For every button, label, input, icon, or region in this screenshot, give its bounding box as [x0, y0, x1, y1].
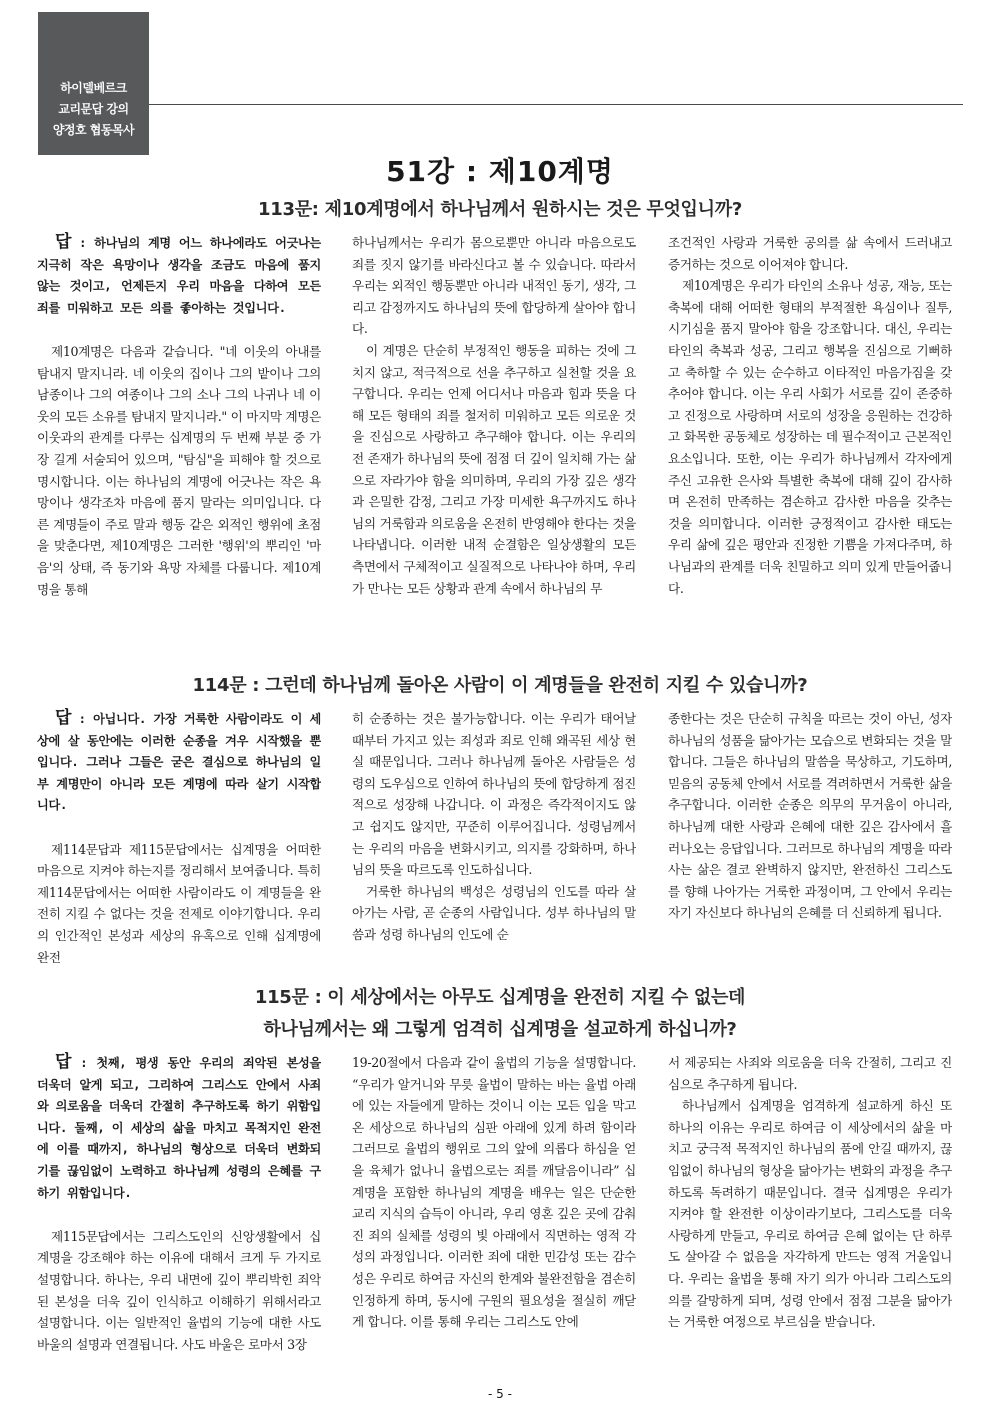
page-number: - 5 - — [488, 1387, 512, 1401]
question-115-title — [0, 982, 1000, 1046]
paragraph-gap — [37, 319, 321, 341]
question-114-title — [0, 670, 1000, 702]
section-113-body-3a: 조건적인 사랑과 거룩한 공의를 삶 속에서 드러내고 증거하는 것으로 이어져야 합니다. — [668, 235, 952, 272]
section-114-body-2b: 거룩한 하나님의 백성은 성령님의 인도를 따라 살아가는 사람, 곧 순종의 사람입니다. 성부 하나님의 말씀과 성령 하나님의 인도에 순 — [352, 883, 636, 942]
section-113-body-2b: 이 계명은 단순히 부정적인 행동을 피하는 것에 그치지 않고, 적극적으로 선을 추구하고 실천할 것을 요구합니다. 우리는 언제 어디서나 마음과 힘과 뜻을 다해 모든 형태의 죄를 철저히 미워하고 모든 의로운 것을 진심으로 사랑하고 추구해야 합니다. 이는 우리의 전 존재가 하나님의 뜻에 점점 더 깊이 일치해 가는 삶으로 자라가야 함을 의미하며, 우리의 가장 깊은 생각과 은밀한 감정, 그리고 가장 미세한 욕구까지도 하나님의 거룩함과 의로움을 온전히 반영해야 한다는 것을 나타냅니다. 이러한 내적 순결함은 일상생활의 모든 측면에서 구체적이고 실질적으로 나타나야 하며, 우리가 만나는 모든 상황과 관계 속에서 하나님의 무 — [352, 342, 636, 596]
section-113-column-3 — [668, 232, 952, 642]
section-115-column-1 — [37, 1052, 321, 1382]
section-115-column-2 — [352, 1052, 636, 1382]
answer-113 — [37, 232, 321, 319]
header-line-1: 하이델베르크 — [60, 81, 127, 95]
answer-114-lead: 답 — [55, 708, 72, 728]
section-114-column-1 — [37, 708, 321, 968]
paragraph-gap — [37, 817, 321, 839]
question-113-title — [0, 194, 1000, 226]
answer-113-text: : 하나님의 계명 어느 하나에라도 어긋나는 지극히 작은 욕망이나 생각을 조금도 마음에 품지 않는 것이고, 언제든지 우리 마음을 다하여 모든 죄를 미워하고 모든 의를 좋아하는 것입니다. — [37, 236, 321, 315]
section-114-body-1: 제114문답과 제115문답에서는 십계명을 어떠한 마음으로 지켜야 하는지를 정리해서 보여줍니다. 특히 제114문답에서는 어떠한 사람이라도 이 계명들을 완전히 지킬 수 없다는 것을 전제로 이야기합니다. 우리의 인간적인 본성과 세상의 유혹으로 인해 십계명에 완전 — [37, 841, 321, 965]
section-113-body-3b: 제10계명은 우리가 타인의 소유나 성공, 재능, 또는 축복에 대해 어떠한 형태의 부적절한 욕심이나 질투, 시기심을 품지 말아야 함을 강조합니다. 대신, 우리는 타인의 축복과 성공, 그리고 행복을 진심으로 기뻐하고 축하할 수 있는 순수하고 이타적인 마음가짐을 갖추어야 합니다. 이는 우리 사회가 서로를 깊이 존중하고 진정으로 사랑하며 서로의 성장을 응원하는 건강하고 화목한 공동체로 성장하는 데 필수적이고 근본적인 요소입니다. 또한, 이는 우리가 하나님께서 각자에게 주신 고유한 은사와 특별한 축복에 대해 깊이 감사하며 온전히 만족하는 겸손하고 감사한 마음을 갖추는 것을 의미합니다. 이러한 긍정적이고 감사한 태도는 우리 삶에 깊은 평안과 진정한 기쁨을 가져다주며, 하나님과의 관계를 더욱 친밀하고 의미 있게 만들어줍니다. — [668, 278, 952, 596]
section-114-column-2 — [352, 708, 636, 968]
paragraph-gap — [37, 1204, 321, 1226]
answer-115 — [37, 1052, 321, 1204]
section-114-body-2a: 히 순종하는 것은 불가능합니다. 이는 우리가 태어날 때부터 가지고 있는 죄성과 죄로 인해 왜곡된 세상 현실 때문입니다. 그러나 하나님께 돌아온 사람들은 성령의 도우심으로 인하여 하나님의 뜻에 합당하게 점진적으로 성장해 나갑니다. 이 과정은 즉각적이지도 않고 쉽지도 않지만, 꾸준히 이루어집니다. 성령님께서는 우리의 마음을 변화시키고, 의지를 강화하며, 하나님의 뜻을 따르도록 인도하십니다. — [352, 711, 636, 878]
header-divider — [149, 104, 963, 105]
section-113-body-2a: 하나님께서는 우리가 몸으로뿐만 아니라 마음으로도 죄를 짓지 않기를 바라신다고 볼 수 있습니다. 따라서 우리는 외적인 행동뿐만 아니라 내적인 동기, 생각, 그리고 감정까지도 하나님의 뜻에 합당하게 살아야 합니다. — [352, 235, 636, 337]
question-115-line-2: 하나님께서는 왜 그렇게 엄격히 십계명을 설교하게 하십니까? — [263, 1019, 737, 1040]
header-line-2: 교리문답 강의 — [58, 102, 129, 116]
section-115-body-1: 제115문답에서는 그리스도인의 신앙생활에서 십계명을 강조해야 하는 이유에 대해서 크게 두 가지로 설명합니다. 하나는, 우리 내면에 깊이 뿌리박힌 죄악된 본성을 더욱 깊이 인식하고 이해하기 위해서라고 설명합니다. 이는 일반적인 율법의 기능에 대한 사도 바울의 설명과 연결됩니다. 사도 바울은 로마서 3장 — [37, 1228, 321, 1352]
section-114-body-3a: 종한다는 것은 단순히 규칙을 따르는 것이 아닌, 성자 하나님의 성품을 닮아가는 모습으로 변화되는 것을 말합니다. 그들은 하나님의 말씀을 묵상하고, 기도하며, 믿음의 공동체 안에서 서로를 격려하면서 거룩한 삶을 추구합니다. 이러한 순종은 의무의 무거움이 아니라, 하나님께 대한 사랑과 은혜에 대한 깊은 감사에서 흘러나오는 응답입니다. 그러므로 하나님의 계명을 따라 사는 삶은 결코 완벽하지 않지만, 완전하신 그리스도를 향해 나아가는 거룩한 과정이며, 그 안에서 우리는 자기 자신보다 하나님의 은혜를 더 신뢰하게 됩니다. — [668, 711, 952, 921]
question-113-text: 113문: 제10계명에서 하나님께서 원하시는 것은 무엇입니까? — [258, 199, 742, 220]
answer-114 — [37, 708, 321, 817]
header-line-3: 양정호 협동목사 — [52, 123, 135, 137]
section-114-column-3 — [668, 708, 952, 968]
section-113-column-1 — [37, 232, 321, 642]
section-115-column-3 — [668, 1052, 952, 1382]
question-115-line-1: 115문 : 이 세상에서는 아무도 십계명을 완전히 지킬 수 없는데 — [254, 987, 746, 1008]
section-113-body-1: 제10계명은 다음과 같습니다. "네 이웃의 아내를 탐내지 말지니라. 네 이웃의 집이나 그의 밭이나 그의 남종이나 그의 여종이나 그의 소나 그의 나귀나 네 이웃의 모든 소유를 탐내지 말지니라." 이 마지막 계명은 이웃과의 관계를 다루는 십계명의 두 번째 부분 중 가장 길게 서술되어 있으며, "탐심"을 피해야 할 것으로 명시합니다. 이는 하나님의 계명에 어긋나는 작은 욕망이나 생각조차 마음에 품지 말라는 의미입니다. 다른 계명들이 주로 말과 행동 같은 외적인 행위에 초점을 맞춘다면, 제10계명은 그러한 '행위'의 뿌리인 '마음'의 상태, 즉 동기와 욕망 자체를 다룹니다. 제10계명을 통해 — [37, 343, 321, 597]
answer-113-lead: 답 — [55, 232, 72, 252]
answer-115-text: : 첫째, 평생 동안 우리의 죄악된 본성을 더욱더 알게 되고, 그리하여 그리스도 안에서 사죄와 의로움을 더욱더 간절히 추구하도록 하기 위함입니다. 둘째, 이 세상의 삶을 마치고 목적지인 완전에 이를 때까지, 하나님의 형상으로 더욱더 변화되기를 끊임없이 노력하고 하나님께 성령의 은혜를 구하기 위함입니다. — [37, 1056, 321, 1200]
section-115-body-3b: 하나님께서 십계명을 엄격하게 설교하게 하신 또 하나의 이유는 우리로 하여금 이 세상에서의 삶을 마치고 궁극적 목적지인 하나님의 품에 안길 때까지, 끊임없이 하나님의 형상을 닮아가는 변화의 과정을 추구하도록 독려하기 때문입니다. 결국 십계명은 우리가 지켜야 할 완전한 이상이라기보다, 그리스도를 더욱 사랑하게 만들고, 우리로 하여금 은혜 없이는 단 하루도 살아갈 수 없음을 자각하게 만드는 영적 거울입니다. 우리는 율법을 통해 자기 의가 아니라 그리스도의 의를 갈망하게 되며, 성령 안에서 점점 그분을 닮아가는 거룩한 여정으로 부르심을 받습니다. — [668, 1098, 952, 1330]
section-115-body-2a: 19-20절에서 다음과 같이 율법의 기능을 설명합니다. “우리가 알거니와 무릇 율법이 말하는 바는 율법 아래에 있는 자들에게 말하는 것이니 이는 모든 입을 막고 온 세상으로 하나님의 심판 아래에 있게 하려 함이라 그러므로 율법의 행위로 그의 앞에 의롭다 하심을 얻을 육체가 없나니 율법으로는 죄를 깨달음이니라” 십계명을 포함한 하나님의 계명을 배우는 일은 단순한 교리 지식의 습득이 아니라, 우리 영혼 깊은 곳에 감춰진 죄의 실체를 성령의 빛 아래에서 직면하는 영적 각성의 과정입니다. 이러한 죄에 대한 민감성 또는 감수성은 우리로 하여금 자신의 한계와 불완전함을 겸손히 인정하게 하며, 동시에 구원의 필요성을 절실히 깨닫게 합니다. 이를 통해 우리는 그리스도 안에 — [352, 1055, 636, 1330]
section-113-column-2 — [352, 232, 636, 642]
answer-115-lead: 답 — [55, 1052, 72, 1072]
section-115-body-3a: 서 제공되는 사죄와 의로움을 더욱 간절히, 그리고 진심으로 추구하게 됩니다. — [668, 1055, 952, 1092]
lesson-title: 51강 : 제10계명 — [386, 155, 614, 188]
header-author-box — [38, 12, 149, 155]
answer-114-text: : 아닙니다. 가장 거룩한 사람이라도 이 세상에 살 동안에는 이러한 순종을 겨우 시작했을 뿐입니다. 그러나 그들은 굳은 결심으로 하나님의 일부 계명만이 아니라 모든 계명에 따라 살기 시작합니다. — [37, 712, 321, 813]
question-114-text: 114문 : 그런데 하나님께 돌아온 사람이 이 계명들을 완전히 지킬 수 있습니까? — [192, 675, 808, 696]
